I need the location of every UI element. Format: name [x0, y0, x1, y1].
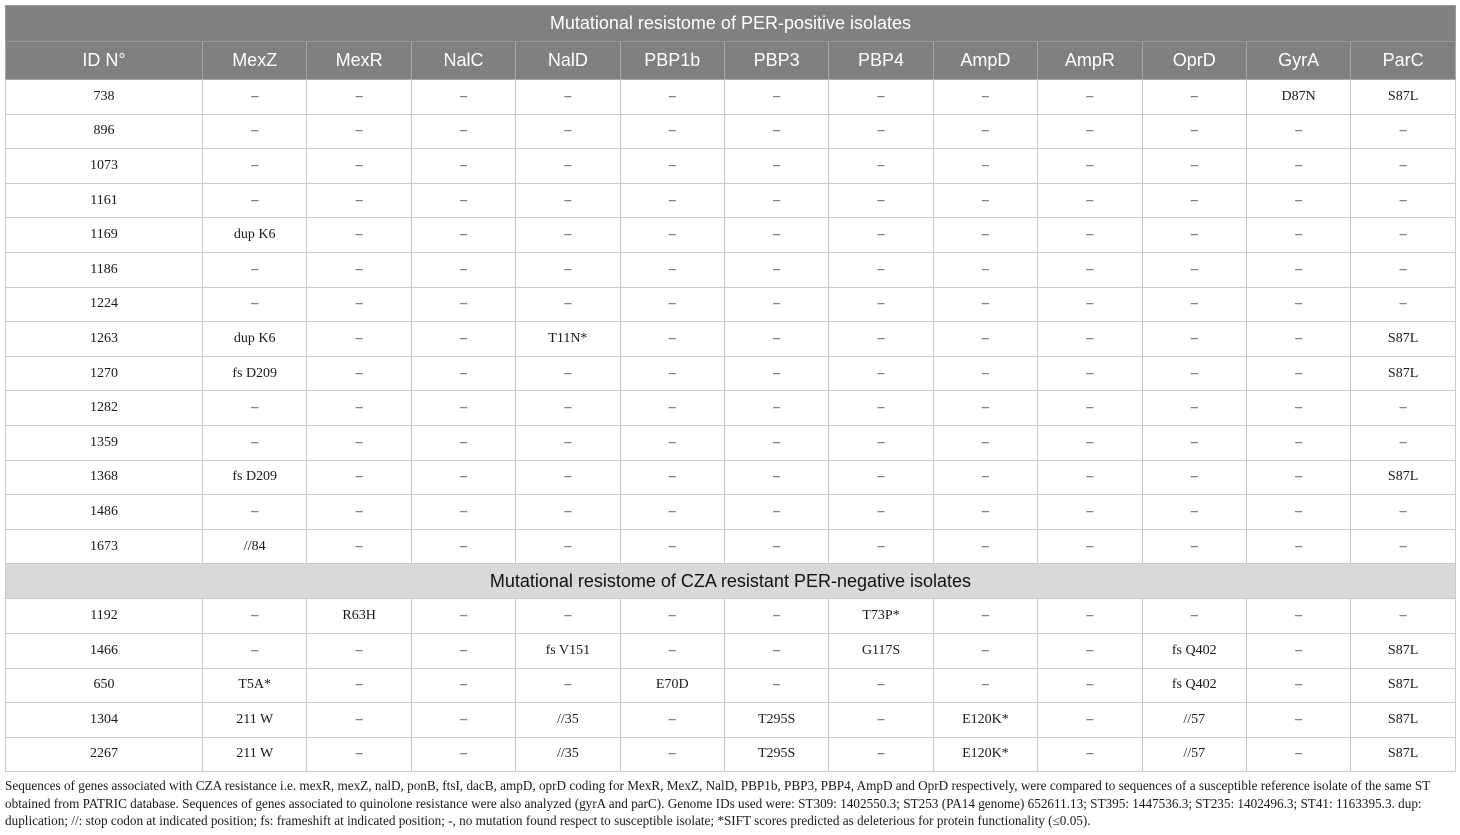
mutation-cell: S87L — [1351, 356, 1456, 391]
isolate-id-cell: 1282 — [6, 391, 203, 426]
mutation-cell: //35 — [516, 737, 620, 772]
mutation-cell: – — [307, 529, 411, 564]
mutation-cell: – — [933, 114, 1037, 149]
mutation-cell: T5A* — [203, 668, 307, 703]
mutation-cell: – — [1246, 668, 1350, 703]
mutation-cell: – — [829, 668, 933, 703]
mutation-cell: T73P* — [829, 599, 933, 634]
resistome-table — [5, 5, 1456, 772]
table-footnote: Sequences of genes associated with CZA resistance i.e. mexR, mexZ, nalD, ponB, ftsI, dacB, ampD, oprD coding for MexR, MexZ, NalD, PBP1b, PBP3, PBP4, AmpD and OprD respectively, were compared to sequences of a susceptible reference isolate of the same ST obtained from PATRIC database. Sequences of genes associated to quinolone resistance were also analyzed (gyrA and parC). Genome IDs used were: ST309: 1402550.3; ST253 (PA14 genome) 652611.13; ST395: 1447536.3; ST235: 1402496.3; ST41: 1163395.3. dup: duplication; //: stop codon at indicated position; fs: frameshift at indicated position; -, no mutation found respect to susceptible isolate; *SIFT scores predicted as deleterious for protein functionality (≤0.05). — [5, 778, 1431, 828]
mutation-cell: – — [620, 599, 724, 634]
mutation-cell: – — [1142, 80, 1246, 115]
table-row — [6, 703, 1456, 738]
mutation-cell: – — [1351, 149, 1456, 184]
mutation-cell: fs V151 — [516, 633, 620, 668]
mutation-cell: R63H — [307, 599, 411, 634]
mutation-cell: – — [307, 495, 411, 530]
mutation-cell: – — [203, 287, 307, 322]
mutation-cell: – — [1246, 495, 1350, 530]
mutation-cell: – — [1142, 287, 1246, 322]
mutation-cell: – — [516, 80, 620, 115]
mutation-cell: – — [620, 252, 724, 287]
mutation-cell: – — [307, 252, 411, 287]
mutation-cell: E120K* — [933, 703, 1037, 738]
mutation-cell: //57 — [1142, 703, 1246, 738]
mutation-cell: – — [307, 287, 411, 322]
mutation-cell: T11N* — [516, 322, 620, 357]
mutation-cell: – — [829, 114, 933, 149]
mutation-cell: – — [516, 183, 620, 218]
mutation-cell: – — [1038, 668, 1142, 703]
mutation-cell: – — [1038, 287, 1142, 322]
mutation-cell: dup K6 — [203, 322, 307, 357]
mutation-cell: – — [411, 633, 515, 668]
table-row — [6, 391, 1456, 426]
mutation-cell: – — [1142, 149, 1246, 184]
mutation-cell: – — [203, 391, 307, 426]
mutation-cell: – — [516, 460, 620, 495]
mutation-cell: – — [933, 80, 1037, 115]
mutation-cell: – — [307, 737, 411, 772]
table-row — [6, 425, 1456, 460]
column-header-row — [6, 42, 1456, 80]
table-row — [6, 114, 1456, 149]
isolate-id-cell: 2267 — [6, 737, 203, 772]
table-container — [5, 5, 1455, 772]
mutation-cell: – — [203, 599, 307, 634]
mutation-cell: – — [1246, 183, 1350, 218]
mutation-cell: – — [307, 114, 411, 149]
mutation-cell: – — [1246, 322, 1350, 357]
mutation-cell: – — [203, 114, 307, 149]
mutation-cell: – — [1038, 737, 1142, 772]
mutation-cell: fs Q402 — [1142, 633, 1246, 668]
mutation-cell: – — [1351, 114, 1456, 149]
mutation-cell: – — [1142, 599, 1246, 634]
mutation-cell: S87L — [1351, 703, 1456, 738]
mutation-cell: – — [933, 252, 1037, 287]
mutation-cell: – — [1038, 80, 1142, 115]
mutation-cell: – — [724, 425, 828, 460]
column-header-gyra: GyrA — [1246, 42, 1350, 80]
table-row — [6, 149, 1456, 184]
mutation-cell: – — [620, 80, 724, 115]
mutation-cell: – — [411, 668, 515, 703]
mutation-cell: – — [411, 80, 515, 115]
section-title: Mutational resistome of CZA resistant PER-negative isolates — [6, 564, 1456, 599]
mutation-cell: – — [411, 356, 515, 391]
mutation-cell: – — [1142, 252, 1246, 287]
mutation-cell: – — [1246, 425, 1350, 460]
mutation-cell: – — [620, 287, 724, 322]
mutation-cell: – — [724, 114, 828, 149]
mutation-cell: – — [620, 425, 724, 460]
mutation-cell: G117S — [829, 633, 933, 668]
mutation-cell: – — [933, 183, 1037, 218]
mutation-cell: – — [620, 322, 724, 357]
mutation-cell: fs D209 — [203, 460, 307, 495]
mutation-cell: – — [1142, 495, 1246, 530]
mutation-cell: – — [516, 495, 620, 530]
mutation-cell: – — [516, 425, 620, 460]
mutation-cell: – — [933, 287, 1037, 322]
mutation-cell: – — [1142, 391, 1246, 426]
mutation-cell: – — [1038, 529, 1142, 564]
mutation-cell: – — [620, 633, 724, 668]
mutation-cell: – — [829, 737, 933, 772]
mutation-cell: – — [933, 356, 1037, 391]
mutation-cell: – — [411, 149, 515, 184]
mutation-cell: T295S — [724, 703, 828, 738]
mutation-cell: – — [516, 668, 620, 703]
mutation-cell: – — [724, 391, 828, 426]
column-header-id-n: ID N° — [6, 42, 203, 80]
table-row — [6, 218, 1456, 253]
mutation-cell: – — [829, 460, 933, 495]
isolate-id-cell: 896 — [6, 114, 203, 149]
mutation-cell: – — [203, 495, 307, 530]
column-header-pbp3: PBP3 — [724, 42, 828, 80]
column-header-nald: NalD — [516, 42, 620, 80]
mutation-cell: – — [411, 495, 515, 530]
mutation-cell: – — [203, 80, 307, 115]
table-title: Mutational resistome of PER-positive isolates — [6, 6, 1456, 42]
mutation-cell: – — [307, 322, 411, 357]
column-header-parc: ParC — [1351, 42, 1456, 80]
mutation-cell: – — [1142, 218, 1246, 253]
mutation-cell: – — [933, 391, 1037, 426]
mutation-cell: – — [307, 218, 411, 253]
isolate-id-cell: 1466 — [6, 633, 203, 668]
mutation-cell: S87L — [1351, 460, 1456, 495]
mutation-cell: – — [1246, 218, 1350, 253]
mutation-cell: – — [1038, 425, 1142, 460]
table-row — [6, 633, 1456, 668]
table-row — [6, 460, 1456, 495]
mutation-cell: – — [933, 633, 1037, 668]
isolate-id-cell: 1359 — [6, 425, 203, 460]
mutation-cell: //35 — [516, 703, 620, 738]
mutation-cell: – — [620, 460, 724, 495]
mutation-cell: – — [620, 391, 724, 426]
mutation-cell: – — [724, 599, 828, 634]
mutation-cell: 211 W — [203, 703, 307, 738]
mutation-cell: – — [1142, 529, 1246, 564]
mutation-cell: fs Q402 — [1142, 668, 1246, 703]
mutation-cell: – — [1246, 599, 1350, 634]
mutation-cell: S87L — [1351, 737, 1456, 772]
mutation-cell: – — [411, 114, 515, 149]
mutation-cell: – — [829, 356, 933, 391]
mutation-cell: – — [724, 668, 828, 703]
mutation-cell: – — [724, 80, 828, 115]
table-row — [6, 529, 1456, 564]
mutation-cell: – — [1351, 287, 1456, 322]
mutation-cell: – — [411, 183, 515, 218]
mutation-cell: – — [1246, 633, 1350, 668]
mutation-cell: T295S — [724, 737, 828, 772]
mutation-cell: – — [516, 529, 620, 564]
isolate-id-cell: 1486 — [6, 495, 203, 530]
mutation-cell: – — [307, 149, 411, 184]
mutation-cell: – — [724, 218, 828, 253]
mutation-cell: – — [1038, 322, 1142, 357]
table-title-row — [6, 6, 1456, 42]
mutation-cell: – — [1246, 356, 1350, 391]
table-row — [6, 252, 1456, 287]
mutation-cell: – — [516, 287, 620, 322]
mutation-cell: – — [620, 218, 724, 253]
mutation-cell: – — [1038, 183, 1142, 218]
table-row — [6, 80, 1456, 115]
column-header-ampr: AmpR — [1038, 42, 1142, 80]
mutation-cell: – — [1246, 460, 1350, 495]
mutation-cell: D87N — [1246, 80, 1350, 115]
table-row — [6, 668, 1456, 703]
mutation-cell: – — [307, 703, 411, 738]
mutation-cell: – — [1351, 425, 1456, 460]
mutation-cell: – — [516, 599, 620, 634]
mutation-cell: – — [307, 460, 411, 495]
mutation-cell: – — [1246, 287, 1350, 322]
mutation-cell: – — [1142, 356, 1246, 391]
mutation-cell: – — [1246, 252, 1350, 287]
mutation-cell: – — [411, 529, 515, 564]
mutation-cell: – — [620, 183, 724, 218]
mutation-cell: – — [1038, 495, 1142, 530]
mutation-cell: – — [1351, 599, 1456, 634]
mutation-cell: – — [1038, 356, 1142, 391]
mutation-cell: – — [411, 322, 515, 357]
mutation-cell: – — [203, 252, 307, 287]
mutation-cell: – — [1142, 114, 1246, 149]
mutation-cell: – — [724, 322, 828, 357]
mutation-cell: – — [1351, 495, 1456, 530]
mutation-cell: – — [1038, 114, 1142, 149]
mutation-cell: – — [1142, 322, 1246, 357]
mutation-cell: – — [829, 703, 933, 738]
mutation-cell: – — [620, 114, 724, 149]
isolate-id-cell: 1270 — [6, 356, 203, 391]
mutation-cell: – — [411, 252, 515, 287]
mutation-cell: – — [307, 668, 411, 703]
mutation-cell: – — [724, 287, 828, 322]
mutation-cell: – — [1038, 460, 1142, 495]
mutation-cell: fs D209 — [203, 356, 307, 391]
mutation-cell: – — [1246, 114, 1350, 149]
isolate-id-cell: 1368 — [6, 460, 203, 495]
mutation-cell: – — [933, 425, 1037, 460]
mutation-cell: – — [620, 495, 724, 530]
isolate-id-cell: 1161 — [6, 183, 203, 218]
section-header-row — [6, 564, 1456, 599]
table-row — [6, 737, 1456, 772]
mutation-cell: – — [1038, 703, 1142, 738]
mutation-cell: – — [829, 322, 933, 357]
mutation-cell: – — [1038, 391, 1142, 426]
mutation-cell: – — [829, 495, 933, 530]
isolate-id-cell: 1186 — [6, 252, 203, 287]
table-row — [6, 599, 1456, 634]
mutation-cell: S87L — [1351, 633, 1456, 668]
mutation-cell: – — [1246, 529, 1350, 564]
mutation-cell: – — [620, 703, 724, 738]
isolate-id-cell: 1192 — [6, 599, 203, 634]
mutation-cell: – — [1142, 183, 1246, 218]
mutation-cell: – — [1038, 218, 1142, 253]
mutation-cell: – — [411, 218, 515, 253]
mutation-cell: – — [724, 495, 828, 530]
isolate-id-cell: 738 — [6, 80, 203, 115]
table-row — [6, 322, 1456, 357]
mutation-cell: – — [307, 356, 411, 391]
mutation-cell: – — [1038, 633, 1142, 668]
mutation-cell: – — [829, 391, 933, 426]
mutation-cell: – — [1246, 737, 1350, 772]
mutation-cell: – — [307, 425, 411, 460]
table-row — [6, 356, 1456, 391]
isolate-id-cell: 1169 — [6, 218, 203, 253]
mutation-cell: – — [829, 529, 933, 564]
mutation-cell: – — [1351, 391, 1456, 426]
table-row — [6, 495, 1456, 530]
mutation-cell: – — [829, 252, 933, 287]
isolate-id-cell: 1073 — [6, 149, 203, 184]
mutation-cell: – — [411, 391, 515, 426]
mutation-cell: – — [1142, 425, 1246, 460]
mutation-cell: – — [516, 218, 620, 253]
mutation-cell: – — [1351, 252, 1456, 287]
mutation-cell: – — [724, 149, 828, 184]
mutation-cell: S87L — [1351, 80, 1456, 115]
mutation-cell: //57 — [1142, 737, 1246, 772]
isolate-id-cell: 1304 — [6, 703, 203, 738]
column-header-ampd: AmpD — [933, 42, 1037, 80]
mutation-cell: //84 — [203, 529, 307, 564]
mutation-cell: – — [829, 149, 933, 184]
column-header-mexz: MexZ — [203, 42, 307, 80]
mutation-cell: – — [411, 703, 515, 738]
mutation-cell: – — [933, 599, 1037, 634]
mutation-cell: – — [724, 633, 828, 668]
column-header-oprd: OprD — [1142, 42, 1246, 80]
isolate-id-cell: 1673 — [6, 529, 203, 564]
mutation-cell: – — [411, 599, 515, 634]
mutation-cell: – — [307, 391, 411, 426]
mutation-cell: – — [203, 633, 307, 668]
mutation-cell: – — [516, 149, 620, 184]
table-row — [6, 183, 1456, 218]
mutation-cell: – — [620, 149, 724, 184]
isolate-id-cell: 650 — [6, 668, 203, 703]
mutation-cell: E70D — [620, 668, 724, 703]
mutation-cell: – — [724, 183, 828, 218]
mutation-cell: – — [411, 425, 515, 460]
mutation-cell: – — [1246, 149, 1350, 184]
mutation-cell: – — [203, 425, 307, 460]
mutation-cell: – — [933, 495, 1037, 530]
mutation-cell: – — [307, 633, 411, 668]
mutation-cell: – — [516, 252, 620, 287]
mutation-cell: – — [1351, 529, 1456, 564]
mutation-cell: – — [724, 460, 828, 495]
mutation-cell: – — [724, 529, 828, 564]
mutation-cell: – — [829, 80, 933, 115]
mutation-cell: – — [1351, 183, 1456, 218]
mutation-cell: – — [1246, 391, 1350, 426]
mutation-cell: – — [620, 356, 724, 391]
isolate-id-cell: 1263 — [6, 322, 203, 357]
mutation-cell: – — [307, 80, 411, 115]
mutation-cell: – — [203, 149, 307, 184]
mutation-cell: 211 W — [203, 737, 307, 772]
mutation-cell: – — [1142, 460, 1246, 495]
mutation-cell: – — [1246, 703, 1350, 738]
mutation-cell: – — [620, 529, 724, 564]
mutation-cell: – — [724, 356, 828, 391]
isolate-id-cell: 1224 — [6, 287, 203, 322]
mutation-cell: – — [1038, 252, 1142, 287]
table-body — [6, 80, 1456, 772]
column-header-mexr: MexR — [307, 42, 411, 80]
column-header-nalc: NalC — [411, 42, 515, 80]
mutation-cell: – — [1038, 599, 1142, 634]
mutation-cell: – — [411, 287, 515, 322]
mutation-cell: – — [724, 252, 828, 287]
mutation-cell: dup K6 — [203, 218, 307, 253]
mutation-cell: – — [933, 460, 1037, 495]
mutation-cell: – — [933, 529, 1037, 564]
mutation-cell: – — [620, 737, 724, 772]
mutation-cell: – — [411, 737, 515, 772]
mutation-cell: S87L — [1351, 668, 1456, 703]
mutation-cell: – — [829, 287, 933, 322]
mutation-cell: – — [411, 460, 515, 495]
mutation-cell: – — [307, 183, 411, 218]
mutation-cell: – — [933, 218, 1037, 253]
mutation-cell: – — [829, 218, 933, 253]
mutation-cell: – — [933, 149, 1037, 184]
mutation-cell: – — [1351, 218, 1456, 253]
mutation-cell: – — [933, 322, 1037, 357]
mutation-cell: – — [203, 183, 307, 218]
mutation-cell: – — [1038, 149, 1142, 184]
mutation-cell: S87L — [1351, 322, 1456, 357]
mutation-cell: – — [516, 356, 620, 391]
mutation-cell: – — [829, 183, 933, 218]
mutation-cell: E120K* — [933, 737, 1037, 772]
mutation-cell: – — [516, 114, 620, 149]
table-row — [6, 287, 1456, 322]
column-header-pbp1b: PBP1b — [620, 42, 724, 80]
column-header-pbp4: PBP4 — [829, 42, 933, 80]
mutation-cell: – — [829, 425, 933, 460]
mutation-cell: – — [516, 391, 620, 426]
mutation-cell: – — [933, 668, 1037, 703]
